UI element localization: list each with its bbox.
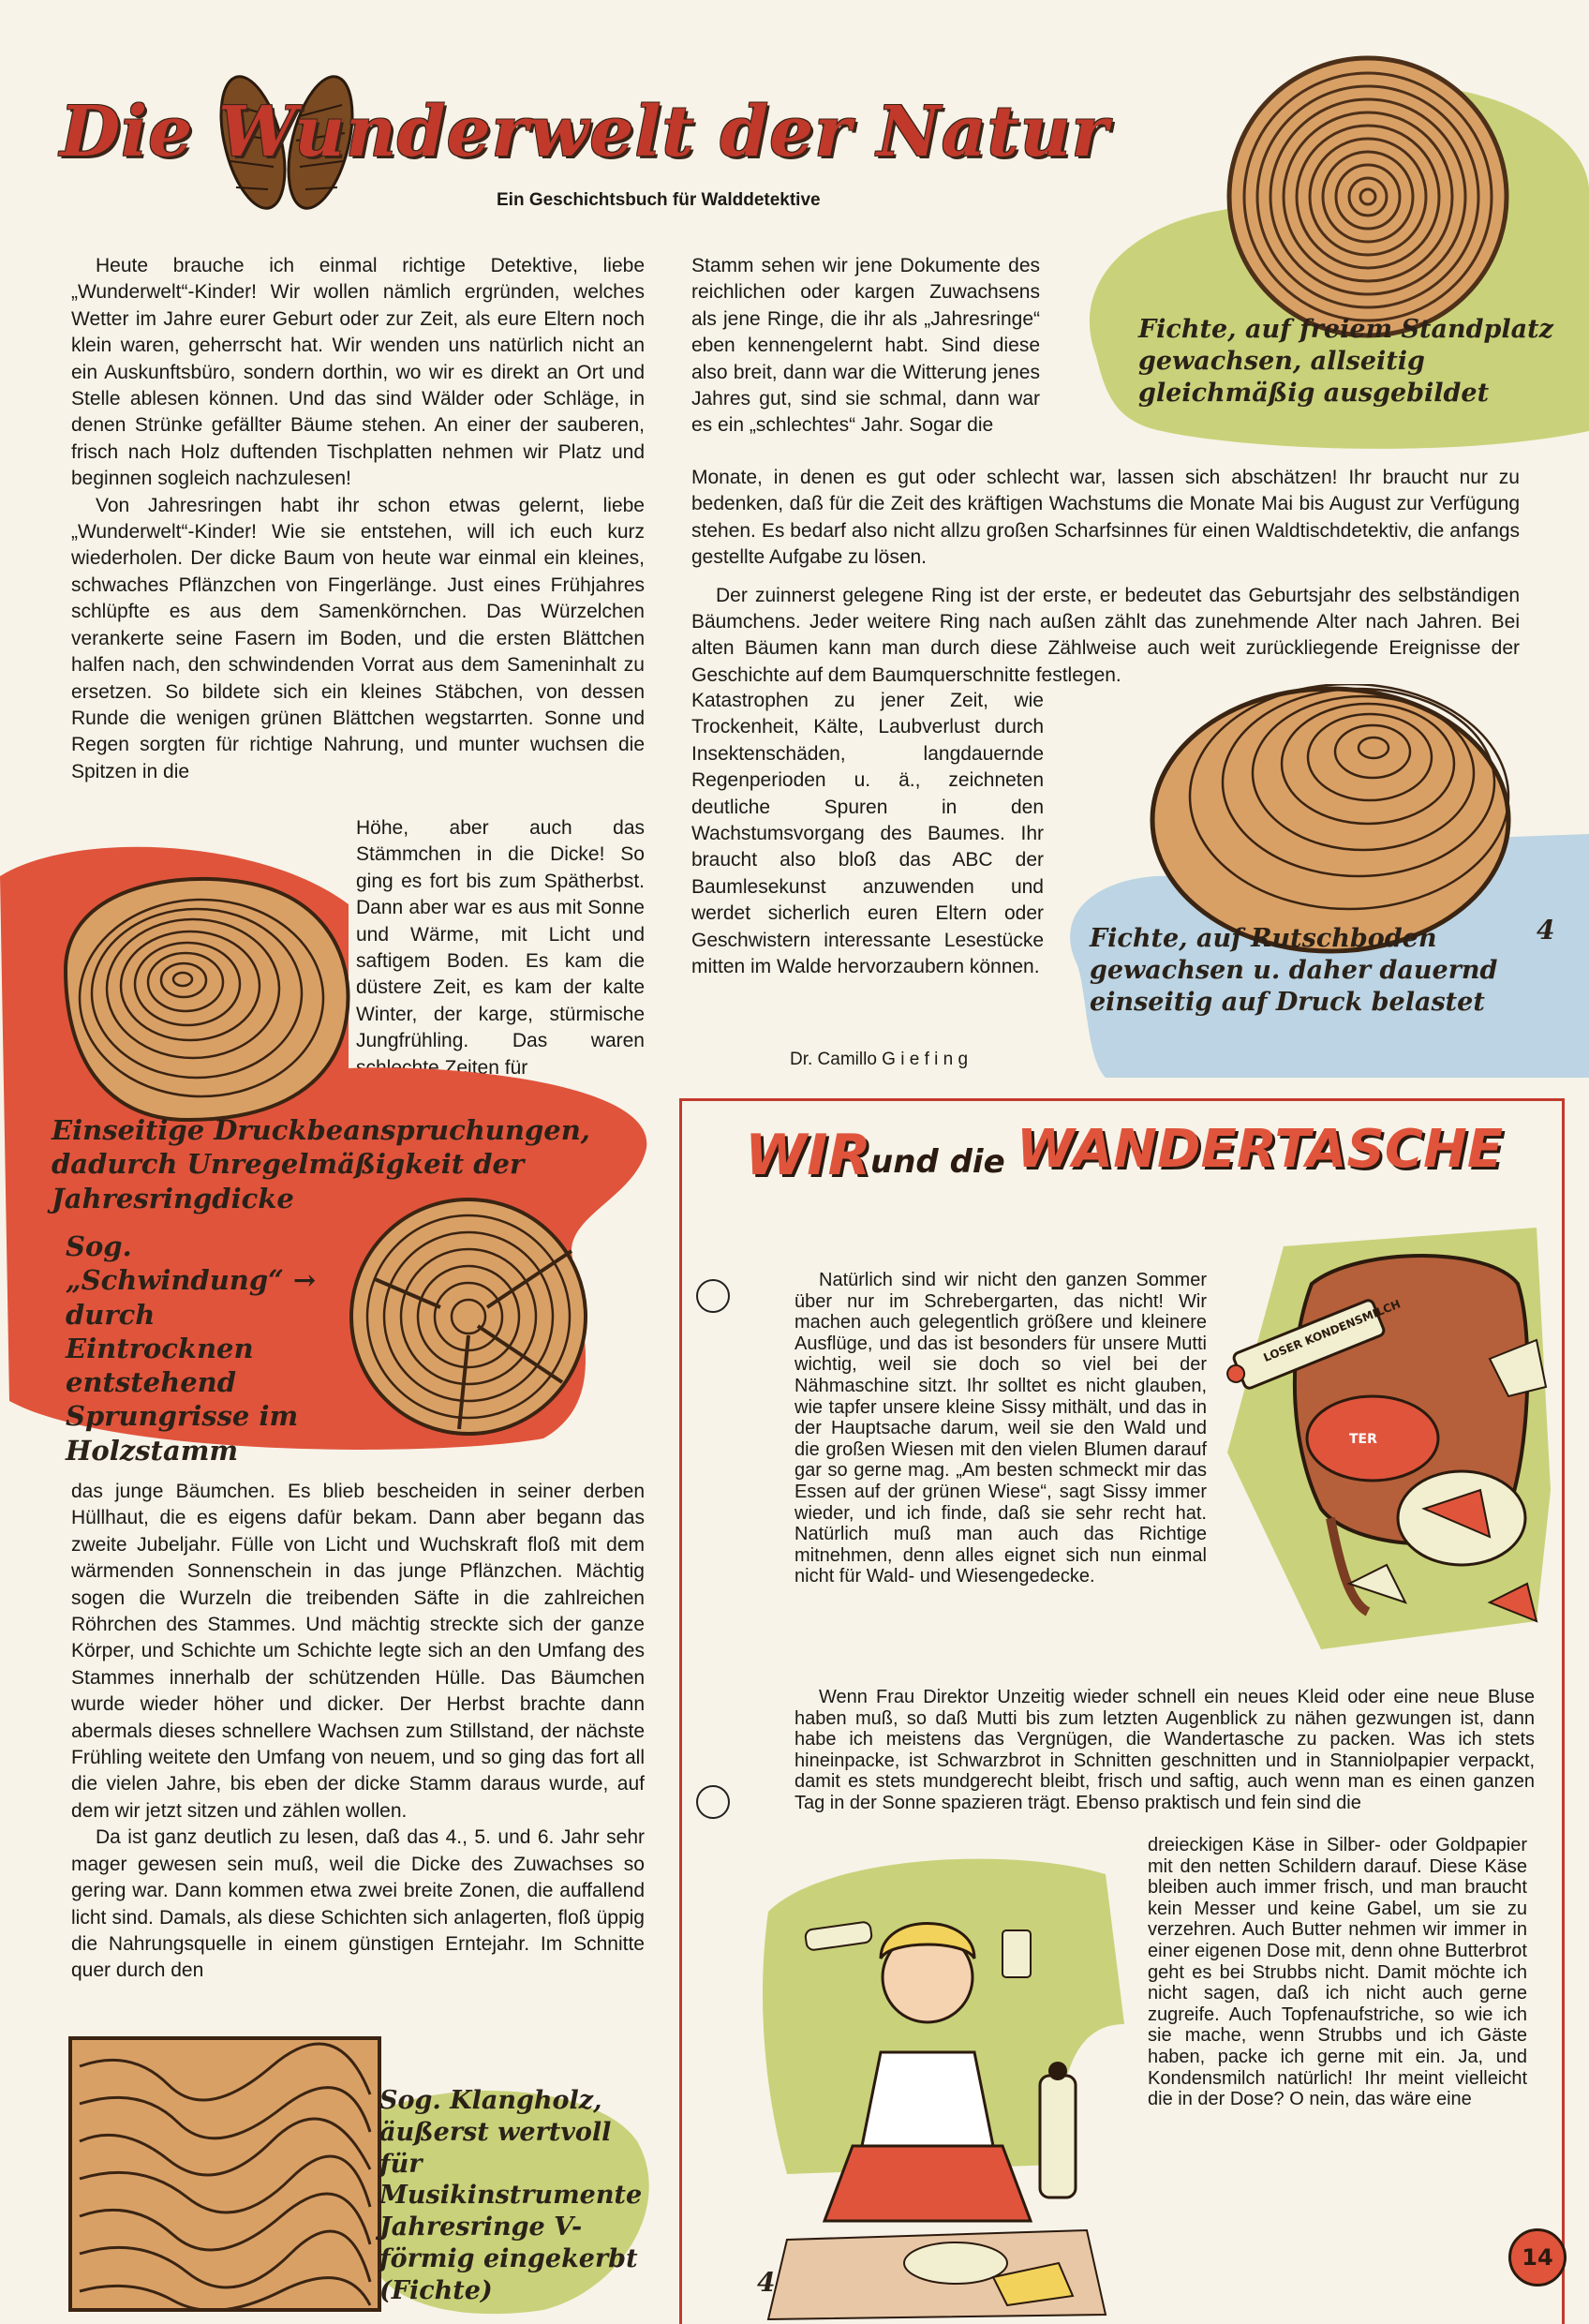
title-und-die: und die [870, 1143, 1005, 1181]
caption-klangholz: Sog. Klangholz, äußerst wertvoll für Musikinstrumente Jahresringe V-förmig eingekerbt (Fichte) [379, 2086, 643, 2305]
girl-picnic-illustration [750, 1837, 1143, 2324]
caption-fichte-slope: Fichte, auf Rutschboden gewachsen u. daher dauernd einseitig auf Druck belastet [1090, 924, 1498, 1017]
punch-hole-icon [696, 1785, 730, 1819]
article-column-1-bottom [71, 1479, 645, 1985]
paragraph: Da ist ganz deutlich zu lesen, daß das 4., 5. und 6. Jahr sehr mager gewesen sein muß, weil die Dicke des Zuwachses so gering war. Dann kommen etwa zwei breite Zonen, die auffallend licht sind. Damals, als diese Schichten sich anlagerten, floß üppig die Nahrungsquelle in einem günstigen Erntejahr. Im Schnitte quer durch den [71, 1826, 645, 1982]
caption-fichte-free: Fichte, auf freiem Standplatz gewachsen, allseitig gleichmäßig ausgebildet [1138, 315, 1553, 408]
title-wandertasche: WANDERTASCHE [1017, 1119, 1504, 1180]
caption-pressure: Einseitige Druckbeanspruchungen, dadurch Unregelmäßigkeit der Jahresringdicke [52, 1114, 590, 1214]
tree-ring-illustration-slope [1049, 684, 1589, 1078]
paragraph: Von Jahresringen habt ihr schon etwas gelernt, liebe „Wunderwelt“-Kinder! Wie sie entstehen, will ich euch kurz wiederholen. Der dicke Baum von heute war einmal ein kleines, schwaches Pflänzchen von Fingerlänge. Just eines Frühjahres schlüpfte es aus dem Samenkörnchen. Das Würzelchen verankerte seine Fasern im Boden, und die ersten Blättchen halfen nach, den schwindenden Vorrat aus dem Sameninhalt zu ersetzen. So bildete sich ein kleines Stäbchen, von dessen Runde die wenigen grünen Blättchen wegstarrten. Sonne und Regen sorgten für richtige Nahrung, und munter wuchsen die Spitzen in die [71, 494, 645, 782]
backpack-illustration [1209, 1209, 1565, 1659]
title-wir: WIR [745, 1123, 871, 1188]
article-column-2-wide [691, 465, 1520, 689]
page-mark: 4 [757, 2267, 776, 2298]
paragraph: Natürlich sind wir nicht den ganzen Sommer über nur im Schrebergarten, das nicht! Wir machen auch gelegentlich größere und kleinere Ausflüge, und das ist besonders für unsere Mutti wichtig, weil sie doch so viel bei der Nähmaschine sitzt. Ihr solltet es nicht glauben, wie tapfer unsere kleine Sissy mithält, und das in der Hauptsache darum, weil sie den Wald und die großen Wiesen mit den vielen Blumen darauf gar so gerne mag. „Am besten schmeckt mir das Essen auf der grünen Wiese“, sagt Sissy immer wieder, und ich finde, daß sie sehr recht hat. Natürlich muß man auch das Richtige mitnehmen, denn alles eignet sich nun einmal nicht für Wald- und Wiesengedecke. [794, 1270, 1207, 1587]
paragraph: Stamm sehen wir jene Dokumente des reichlichen oder kargen Zuwachsens als jene Ringe, die ihr als „Jahresringe“ eben kennengelernt habt. Sind diese also breit, dann war die Witterung jenes Jahres gut, sind sie schmal, dann war es ein „schlechtes“ Jahr. Sogar die [691, 255, 1040, 437]
wandertasche-title [745, 1119, 1532, 1207]
author: Dr. Camillo G i e f i n g [790, 1050, 969, 1069]
page-mark: 4 [1537, 915, 1555, 946]
wandertasche-paragraph-2 [794, 1687, 1535, 1814]
wandertasche-paragraph-3 [1148, 1835, 1527, 2110]
punch-hole-icon [696, 1279, 730, 1313]
page-number: 14 [1522, 2244, 1553, 2271]
caption-shrinkage: Sog. „Schwindung“ → durch Eintrocknen entstehend Sprungrisse im Holzstamm [66, 1230, 317, 1467]
paragraph: Höhe, aber auch das Stämmchen in die Dicke! So ging es fort bis zum Spätherbst. Dann aber war es aus mit Sonne und Wärme, mit Licht und saftigem Boden. Es kam die düstere Zeit, es kam der kalte Winter, der karge, stürmische Jungfrühling. Das waren schlechte Zeiten für [356, 817, 645, 1079]
article-column-2-narrow-top [691, 253, 1040, 439]
tube-label: LOSER KONDENSMILCH [1261, 1297, 1403, 1364]
paragraph: Heute brauche ich einmal richtige Detektive, liebe „Wunderwelt“-Kinder! Wir wollen nämlich ergründen, welches Wetter im Jahre eurer Geburt oder zur Zeit, als eure Eltern noch klein waren, geherrscht hat. Wir wenden uns natürlich nicht an ein Auskunftsbüro, sondern dorthin, wo wir es direkt an Ort und Stelle ablesen können. Und das sind Wälder oder Schläge, in denen Strünke gefällter Bäume stehen. An einer der sauberen, frisch nach Holz duftenden Tischplatten nehmen wir Platz und beginnen sogleich nachzulesen! [71, 255, 645, 490]
article-title: Die Wunderwelt der Natur [60, 92, 1109, 172]
wandertasche-paragraph-1 [794, 1270, 1207, 1587]
paragraph: dreieckigen Käse in Silber- oder Goldpapier mit den netten Schildern darauf. Diese Käse bleiben auch immer frisch, und man braucht kein Messer und keine Gabel, um sie zu verzehren. Auch Butter nehmen wir immer in einer eigenen Dose mit, denn ohne Butterbrot geht es bei Strubbs nicht. Damit möchte ich nicht sagen, daß ich nicht auch gerne zugreife. Auch Topfenaufstriche, so wie ich sie mache, wenn Strubbs und ich Gäste haben, packe ich gerne mit ein. Ja, und Kondensmilch natürlich! Ihr meint vielleicht die in der Dose? O nein, das wäre eine [1148, 1835, 1527, 2110]
paragraph: Der zuinnerst gelegene Ring ist der erste, er bedeutet das Geburtsjahr des selbständigen Bäumchens. Jeder weitere Ring nach außen zählt das zunehmende Alter nach Jahren. Bei alten Bäumen kann man durch diese Zählweise auch weit zurückliegende Ereignisse der Geschichte auf dem Baumquerschnitte festlegen. [691, 584, 1520, 686]
article-column-1-top [71, 253, 645, 785]
page-number-badge [1508, 2228, 1567, 2287]
article-subtitle: Ein Geschichtsbuch für Walddetektive [497, 190, 821, 210]
paragraph: Katastrophen zu jener Zeit, wie Trockenheit, Kälte, Laubverlust durch Insektenschäden, langdauernde Regenperioden u. ä., zeichneten deutliche Spuren in den Wachstumsvorgang des Baumes. Ihr braucht also bloß das ABC der Baumlesekunst anzuwenden und werdet sicherlich euren Eltern oder Geschwistern interessante Lesestücke mitten im Walde hervorzaubern können. [691, 690, 1044, 978]
paragraph: das junge Bäumchen. Es blieb bescheiden in seiner derben Hüllhaut, die es eigens dafür bekam. Dann aber begann das zweite Jubeljahr. Fülle von Licht und Wuchskraft floß mit dem wärmenden Sonnenschein in das junge Pflänzchen. Mächtig sogen die Wurzeln die treibenden Säfte in die zahlreichen Röhrchen des Stammes. Und mächtig streckte sich der ganze Körper, und Schichte um Schichte legte sich an den Umfang des Stammes innerhalb der schützenden Hülle. Das Bäumchen wurde wieder höher und dicker. Der Herbst brachte dann abermals dieses schnellere Wachsen zum Stillstand, der nächste Frühling weitete den Umfang von neuem, und so ging das fort all die vielen Jahre, bis eben der dicke Stamm daraus wurde, auf dem wir jetzt sitzen und zählen wollen. [71, 1481, 645, 1822]
paragraph: Wenn Frau Direktor Unzeitig wieder schnell ein neues Kleid oder eine neue Bluse haben muß, so daß Mutti bis zum letzten Augenblick zu nähen gezwungen ist, dann habe ich meistens das Vergnügen, die Wandertasche zu packen. Was ich stets hineinpacke, ist Schwarzbrot in Schnitten geschnitten und in Stanniolpapier verpackt, damit es stets mundgerecht bleibt, frisch und saftig, auch wenn man es einen ganzen Tag in der Sonne spazieren trägt. Ebenso praktisch und fein sind die [794, 1687, 1535, 1813]
paragraph: Monate, in denen es gut oder schlecht war, lassen sich abschätzen! Ihr braucht nur zu bedenken, daß für die Zeit des kräftigen Wachstums die Monate Mai bis August zur Verfügung stehen. Es bedarf also nicht allzu großen Scharfsinnes für einen Waldtischdetektiv, die anfangs gestellte Aufgabe zu lösen. [691, 467, 1520, 569]
article-column-2-narrow-bottom [691, 688, 1044, 980]
cheese-box-label: TER [1349, 1432, 1377, 1447]
